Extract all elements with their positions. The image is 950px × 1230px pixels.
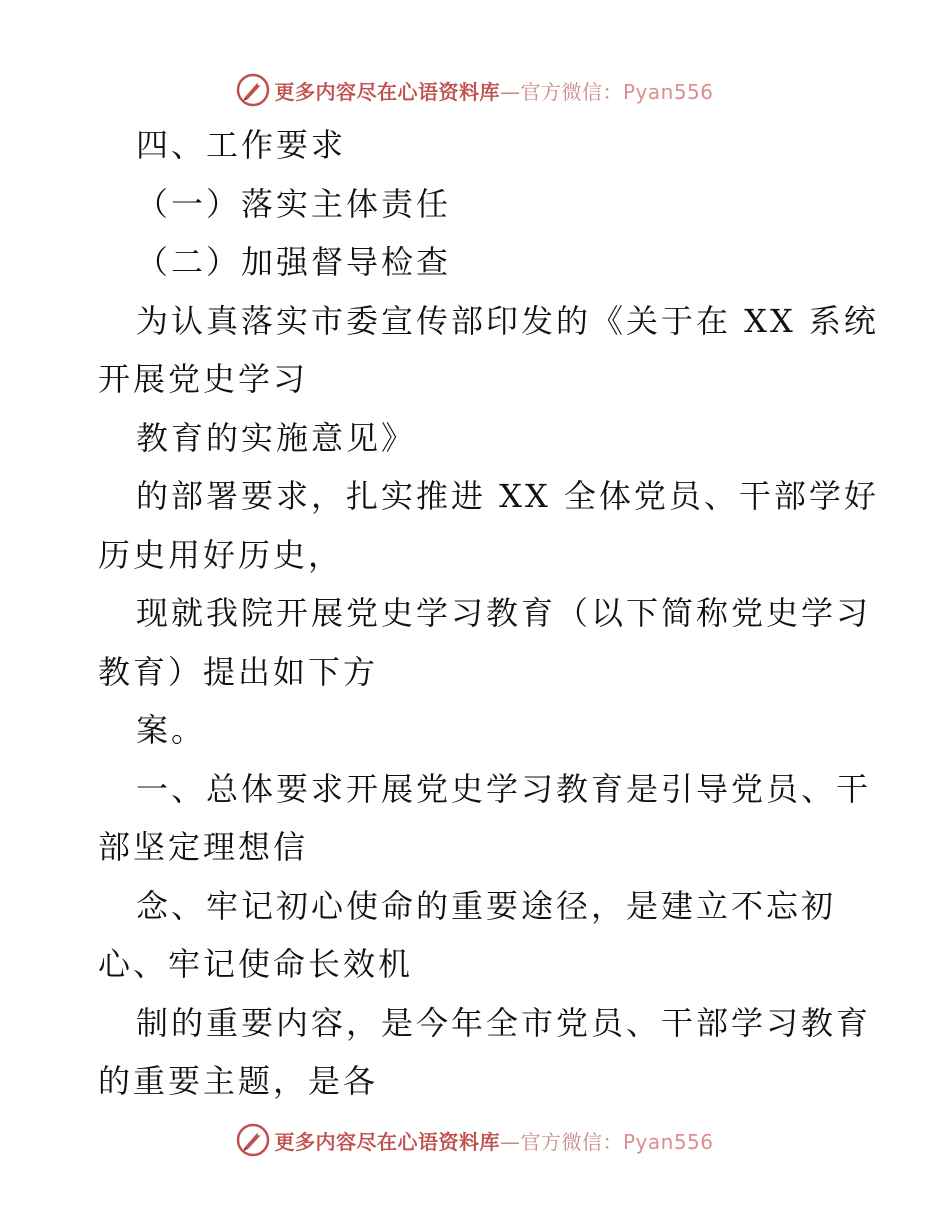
banner-text [274,1126,713,1155]
banner-text [274,76,713,105]
paragraph-line: 一、总体要求开展党史学习教育是引导党员、干 [136,769,872,808]
paragraph-line: 历史用好历史， [98,535,344,574]
banner-inner [236,1123,713,1157]
paragraph-line: 为认真落实市委宣传部印发的《关于在 XX 系统 [136,301,879,340]
quill-pen-logo-icon [236,73,270,107]
paragraph-line: 心、牢记使命长效机 [98,945,414,983]
banner-inner [236,73,713,107]
paragraph-line: 教育的实施意见》 [136,418,417,457]
paragraph-line: 案。 [136,711,207,749]
paragraph-line: （二）加强督导检查 [136,243,452,281]
banner-main-text: 更多内容尽在心语资料库 [274,1129,500,1154]
footer-banner [0,1120,950,1160]
paragraph-line: 四、工作要求 [136,126,347,164]
banner-dash: — [499,79,521,104]
paragraph-line: 部坚定理想信 [98,828,309,866]
document-body [98,116,879,1111]
quill-pen-logo-icon [236,1123,270,1157]
paragraph-line: 念、牢记初心使命的重要途径，是建立不忘初 [136,886,837,925]
banner-secondary-text: 官方微信： [520,79,623,104]
banner-main-text: 更多内容尽在心语资料库 [274,79,500,104]
paragraph-line: 制的重要内容，是今年全市党员、干部学习教育 [136,1003,872,1042]
paragraph-line: 的部署要求，扎实推进 XX 全体党员、干部学好 [136,477,879,515]
banner-wechat-id: Pyan556 [622,1129,714,1154]
paragraph-line: （一）落实主体责任 [136,184,452,223]
banner-dash: — [499,1129,521,1154]
header-banner [0,70,950,110]
paragraph-line: 教育）提出如下方 [98,652,379,691]
paragraph-line: 开展党史学习 [98,360,309,398]
paragraph-line: 的重要主题，是各 [98,1062,379,1100]
paragraph-line: 现就我院开展党史学习教育（以下简称党史学习 [136,594,872,632]
banner-wechat-id: Pyan556 [622,79,714,104]
banner-secondary-text: 官方微信： [520,1129,623,1154]
